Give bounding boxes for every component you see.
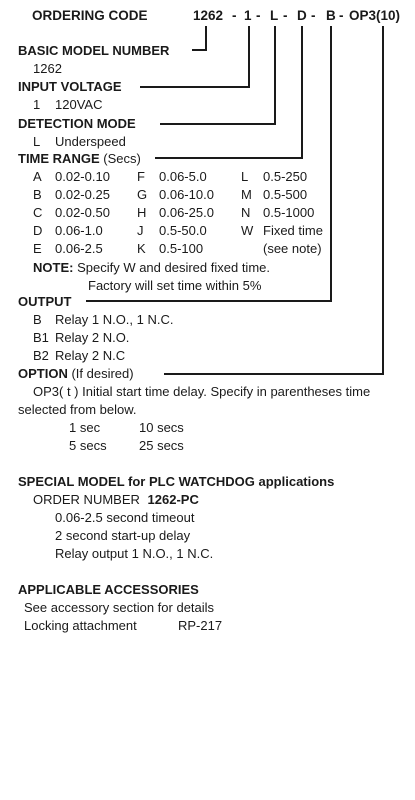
- time-range-code: D: [33, 223, 43, 238]
- option-title: [18, 366, 134, 382]
- time-range-code: L: [241, 169, 249, 184]
- time-range-code: J: [137, 223, 144, 238]
- note-line-1: Specify W and desired fixed time.: [77, 260, 270, 275]
- code-output: B: [326, 8, 336, 23]
- connector-time-range-v: [301, 26, 303, 158]
- time-range-value: 0.02-0.25: [55, 187, 110, 202]
- locking-attachment-code: RP-217: [178, 618, 223, 633]
- time-range-code: N: [241, 205, 251, 220]
- time-range-value: 0.5-250: [263, 169, 308, 184]
- time-range-code: H: [137, 205, 147, 220]
- time-range-title: [18, 151, 141, 167]
- code-dash-2: -: [256, 8, 261, 23]
- input-voltage-heading: INPUT VOLTAGE: [18, 79, 122, 94]
- accessories-heading: APPLICABLE ACCESSORIES: [18, 582, 199, 597]
- connector-output-v: [330, 26, 332, 301]
- time-range-value: 0.02-0.50: [55, 205, 110, 220]
- order-number-label: ORDER NUMBER: [33, 492, 140, 507]
- special-order: [33, 492, 199, 508]
- connector-detection-h: [160, 123, 276, 125]
- time-range-code: K: [137, 241, 146, 256]
- output-value: Relay 2 N.C: [55, 348, 126, 363]
- time-range-code: W: [241, 223, 254, 238]
- time-range-value: 0.06-1.0: [55, 223, 103, 238]
- output-code: B1: [33, 330, 49, 345]
- time-range-value: 0.5-500: [263, 187, 308, 202]
- time-range-code: B: [33, 187, 42, 202]
- option-time: 10 secs: [139, 420, 184, 435]
- time-range-note: [33, 260, 270, 276]
- detection-mode-code: L: [33, 134, 41, 149]
- option-time: 1 sec: [69, 420, 101, 435]
- connector-option-v: [382, 26, 384, 374]
- code-dash-4: -: [311, 8, 316, 23]
- input-voltage-value: 120VAC: [55, 97, 103, 112]
- time-range-value: 0.06-2.5: [55, 241, 103, 256]
- connector-model-v: [205, 26, 207, 50]
- detection-mode-heading: DETECTION MODE: [18, 116, 136, 131]
- code-dash-3: -: [283, 8, 288, 23]
- special-detail: 0.06-2.5 second timeout: [55, 510, 195, 525]
- time-range-value: Fixed time: [263, 223, 323, 238]
- time-range-value: 0.02-0.10: [55, 169, 110, 184]
- connector-detection-v: [274, 26, 276, 124]
- code-dash-5: -: [339, 8, 344, 23]
- time-range-value: 0.06-25.0: [159, 205, 214, 220]
- output-code: B: [33, 312, 42, 327]
- code-option: OP3(10): [349, 8, 401, 23]
- basic-model-value: 1262: [33, 61, 62, 76]
- time-range-value: (see note): [263, 241, 322, 256]
- option-time: 5 secs: [69, 438, 107, 453]
- note-line-2: Factory will set time within 5%: [88, 278, 262, 293]
- time-range-unit: (Secs): [103, 151, 141, 166]
- connector-output-h: [86, 300, 332, 302]
- connector-voltage-h: [140, 86, 250, 88]
- connector-option-h: [164, 373, 384, 375]
- option-qualifier: (If desired): [71, 366, 134, 381]
- special-detail: 2 second start-up delay: [55, 528, 191, 543]
- time-range-value: 0.06-5.0: [159, 169, 207, 184]
- time-range-value: 0.5-50.0: [159, 223, 207, 238]
- connector-time-range-h: [155, 157, 303, 159]
- time-range-code: C: [33, 205, 43, 220]
- note-label: NOTE:: [33, 260, 74, 275]
- option-line-1: OP3( t ) Initial start time delay. Specify in parentheses time: [33, 384, 371, 399]
- order-number-value: 1262-PC: [147, 492, 199, 507]
- option-heading: OPTION: [18, 366, 68, 381]
- time-range-value: 0.06-10.0: [159, 187, 214, 202]
- time-range-value: 0.5-100: [159, 241, 204, 256]
- option-line-2: selected from below.: [18, 402, 137, 417]
- option-time: 25 secs: [139, 438, 184, 453]
- accessories-note: See accessory section for details: [24, 600, 215, 615]
- ordering-code-label: ORDERING CODE: [32, 8, 148, 23]
- code-voltage: 1: [244, 8, 252, 23]
- code-time-range: D: [297, 8, 307, 23]
- time-range-code: F: [137, 169, 145, 184]
- time-range-code: A: [33, 169, 42, 184]
- code-detection: L: [270, 8, 279, 23]
- time-range-code: E: [33, 241, 42, 256]
- basic-model-heading: BASIC MODEL NUMBER: [18, 43, 170, 58]
- time-range-code: M: [241, 187, 252, 202]
- output-heading: OUTPUT: [18, 294, 72, 309]
- output-code: B2: [33, 348, 49, 363]
- time-range-code: G: [137, 187, 148, 202]
- code-dash-1: -: [232, 8, 237, 23]
- special-detail: Relay output 1 N.O., 1 N.C.: [55, 546, 214, 561]
- special-model-heading: SPECIAL MODEL for PLC WATCHDOG applications: [18, 474, 335, 489]
- connector-voltage-v: [248, 26, 250, 87]
- time-range-value: 0.5-1000: [263, 205, 315, 220]
- input-voltage-code: 1: [33, 97, 41, 112]
- locking-attachment-label: Locking attachment: [24, 618, 137, 633]
- detection-mode-value: Underspeed: [55, 134, 126, 149]
- code-model: 1262: [193, 8, 224, 23]
- output-value: Relay 1 N.O., 1 N.C.: [55, 312, 174, 327]
- output-value: Relay 2 N.O.: [55, 330, 130, 345]
- time-range-heading: TIME RANGE: [18, 151, 100, 166]
- connector-model-h: [192, 49, 207, 51]
